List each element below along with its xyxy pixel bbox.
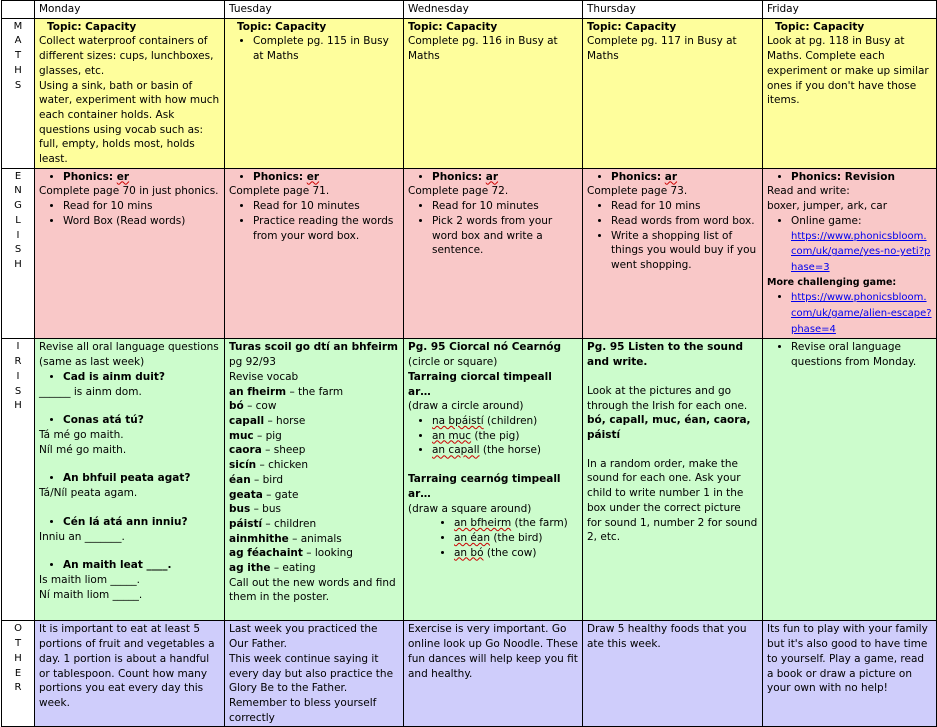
irish-question: • Cén lá atá ann inniu?	[63, 515, 220, 530]
english-tuesday-bullet: • Practice reading the words from your word box.	[253, 214, 399, 243]
irish-answer: Tá/Níl peata agam.	[39, 487, 138, 500]
english-friday-words: boxer, jumper, ark, car	[767, 200, 888, 213]
english-tuesday	[225, 168, 404, 339]
english-thursday	[583, 168, 763, 339]
irish-tuesday-revise: Revise vocab	[229, 370, 299, 383]
english-friday-heading: • Phonics: Revision	[791, 170, 932, 185]
vocab-item: sicín – chicken	[229, 459, 309, 472]
maths-side-label: M A T H S	[2, 18, 35, 168]
maths-wednesday	[404, 18, 583, 168]
circle-sub: (draw a circle around)	[408, 400, 524, 413]
english-row	[2, 168, 937, 339]
irish-answer: Is maith liom _____.	[39, 573, 141, 586]
other-friday: Its fun to play with your family but it's also good to have time to yourself. Play a game, read a book or draw a picture on your own with no help!	[763, 621, 937, 727]
irish-thursday-words: bó, capall, muc, éan, caora, páistí	[587, 414, 751, 441]
english-wednesday-bullet: • Read for 10 minutes	[432, 199, 578, 214]
english-thursday-heading: • Phonics: ar	[611, 170, 758, 185]
irish-answer: Ní maith liom _____.	[39, 588, 143, 601]
square-title: Tarraing cearnóg timpeall ar…	[408, 473, 561, 500]
other-monday: It is important to eat at least 5 portions of fruit and vegetables a day. 1 portion is about a handful or tablespoon. Count how many portions you eat every day this week.	[35, 621, 225, 727]
irish-friday-bullet: • Revise oral language questions from Monday.	[791, 340, 932, 369]
english-side-label: E N G L I S H	[2, 168, 35, 339]
irish-tuesday-pages: pg 92/93	[229, 356, 276, 369]
english-monday-text: Complete page 70 in just phonics.	[39, 185, 219, 198]
maths-thursday	[583, 18, 763, 168]
vocab-item: ag ithe – eating	[229, 562, 316, 575]
vocab-item: ainmhithe – animals	[229, 532, 342, 545]
irish-answer: Níl mé go maith.	[39, 443, 127, 456]
maths-row	[2, 18, 937, 168]
irish-answer: Tá mé go maith.	[39, 428, 124, 441]
header-tuesday: Tuesday	[225, 1, 404, 19]
maths-monday-text2: Using a sink, bath or basin of water, experiment with how much each container holds. Ask questions using vocab such as: full, empty, holds most, holds least.	[39, 79, 220, 166]
maths-thursday-topic: Topic: Capacity	[587, 20, 677, 33]
maths-friday-topic: Topic: Capacity	[775, 20, 865, 33]
maths-friday-text: Look at pg. 118 in Busy at Maths. Complete each experiment or make up similar ones if you don't have those items.	[767, 35, 929, 107]
english-thursday-text: Complete page 73.	[587, 185, 688, 198]
vocab-item: bus – bus	[229, 503, 281, 516]
maths-tuesday-topic: Topic: Capacity	[237, 20, 327, 33]
irish-tuesday-title: Turas scoil go dtí an bhfeirm	[229, 341, 398, 354]
circle-item: • an muc (the pig)	[432, 429, 578, 444]
english-friday-more-label: More challenging game:	[767, 276, 897, 288]
maths-tuesday	[225, 18, 404, 168]
other-side-label: O T H E R	[2, 621, 35, 727]
irish-side-label: I R I S H	[2, 339, 35, 621]
vocab-item: ag féachaint – looking	[229, 547, 353, 560]
header-row	[2, 1, 937, 19]
circle-item: • na bpáistí (children)	[432, 414, 578, 429]
square-item: • an bfheirm (the farm)	[454, 516, 578, 531]
maths-wednesday-topic: Topic: Capacity	[408, 20, 498, 33]
irish-monday	[35, 339, 225, 621]
irish-thursday-p1: Look at the pictures and go through the Irish for each one.	[587, 384, 748, 412]
corner-cell	[2, 1, 35, 19]
vocab-item: bó – cow	[229, 400, 277, 413]
english-tuesday-bullet: • Read for 10 minutes	[253, 199, 399, 214]
english-friday	[763, 168, 937, 339]
square-item: • an bó (the cow)	[454, 546, 578, 561]
circle-title: Tarraing ciorcal timpeall ar…	[408, 370, 552, 398]
english-thursday-bullet: • Write a shopping list of things you would buy if you went shopping.	[611, 229, 758, 273]
circle-item: • an capall (the horse)	[432, 443, 578, 458]
vocab-item: geata – gate	[229, 488, 299, 501]
other-row	[2, 621, 937, 727]
english-thursday-bullet: • Read for 10 mins	[611, 199, 758, 214]
irish-answer: ______ is ainm dom.	[39, 385, 142, 398]
english-wednesday-text: Complete page 72.	[408, 185, 509, 198]
vocab-list	[229, 385, 399, 576]
english-thursday-bullet: • Read words from word box.	[611, 214, 758, 229]
phonicsbloom-yeti-link[interactable]: https://www.phonicsbloom.com/uk/game/yes-no-yeti?phase=3	[791, 230, 931, 273]
irish-question: • Cad is ainm duit?	[63, 370, 220, 385]
weekly-plan-table	[1, 0, 937, 727]
english-tuesday-text: Complete page 71.	[229, 185, 330, 198]
english-monday-bullet: • Read for 10 mins	[63, 199, 220, 214]
irish-thursday	[583, 339, 763, 621]
irish-monday-intro: Revise all oral language questions (same as last week)	[39, 341, 219, 369]
irish-friday	[763, 339, 937, 621]
english-wednesday-bullet: • Pick 2 words from your word box and write a sentence.	[432, 214, 578, 258]
irish-tuesday	[225, 339, 404, 621]
english-monday-heading: • Phonics: er	[63, 170, 220, 185]
vocab-item: an fheirm – the farm	[229, 385, 344, 398]
maths-monday-text1: Collect waterproof containers of different sizes: cups, lunchboxes, glasses, etc.	[39, 35, 214, 77]
english-friday-game: • Online game: https://www.phonicsbloom.com/uk/game/yes-no-yeti?phase=3	[791, 214, 932, 276]
irish-wednesday	[404, 339, 583, 621]
vocab-item: éan – bird	[229, 473, 283, 486]
irish-thursday-p2: In a random order, make the sound for each one. Ask your child to write number 1 in the box under the correct picture for sound 1, number 2 for sound 2, etc.	[587, 457, 758, 544]
square-item: • an éan (the bird)	[454, 531, 578, 546]
maths-friday	[763, 18, 937, 168]
irish-question: • Conas atá tú?	[63, 413, 220, 428]
irish-thursday-title: Pg. 95 Listen to the sound and write.	[587, 341, 744, 369]
irish-wednesday-sub: (circle or square)	[408, 356, 498, 369]
english-monday	[35, 168, 225, 339]
maths-monday-topic: Topic: Capacity	[47, 20, 137, 33]
vocab-item: capall – horse	[229, 414, 306, 427]
vocab-item: muc – pig	[229, 429, 282, 442]
english-tuesday-heading: • Phonics: er	[253, 170, 399, 185]
other-tuesday: Last week you practiced the Our Father. This week continue saying it every day but also practice the Glory Be to the Father. Remember to bless yourself correctly	[225, 621, 404, 727]
maths-tuesday-bullet: • Complete pg. 115 in Busy at Maths	[253, 34, 399, 63]
phonicsbloom-alien-link[interactable]: https://www.phonicsbloom.com/uk/game/alien-escape?phase=4	[791, 292, 932, 335]
english-monday-bullet: • Word Box (Read words)	[63, 214, 220, 229]
vocab-item: páistí – children	[229, 517, 317, 530]
irish-tuesday-outro: Call out the new words and find them in the poster.	[229, 576, 396, 604]
irish-question: • An maith leat ____.	[63, 558, 220, 573]
maths-thursday-text: Complete pg. 117 in Busy at Maths	[587, 35, 737, 63]
header-thursday: Thursday	[583, 1, 763, 19]
other-wednesday: Exercise is very important. Go online look up Go Noodle. These fun dances will help keep you fit and healthy.	[404, 621, 583, 727]
english-wednesday-heading: • Phonics: ar	[432, 170, 578, 185]
header-friday: Friday	[763, 1, 937, 19]
irish-question: • An bhfuil peata agat?	[63, 471, 220, 486]
other-thursday: Draw 5 healthy foods that you ate this week.	[583, 621, 763, 727]
maths-wednesday-text: Complete pg. 116 in Busy at Maths	[408, 35, 558, 63]
header-wednesday: Wednesday	[404, 1, 583, 19]
english-friday-text: Read and write:	[767, 185, 850, 198]
maths-monday	[35, 18, 225, 168]
english-friday-game2	[791, 290, 932, 337]
square-sub: (draw a square around)	[408, 502, 532, 515]
vocab-item: caora – sheep	[229, 444, 306, 457]
irish-row	[2, 339, 937, 621]
irish-answer: Inniu an _______.	[39, 530, 125, 543]
irish-wednesday-title: Pg. 95 Ciorcal nó Cearnóg	[408, 341, 562, 354]
header-monday: Monday	[35, 1, 225, 19]
english-wednesday	[404, 168, 583, 339]
